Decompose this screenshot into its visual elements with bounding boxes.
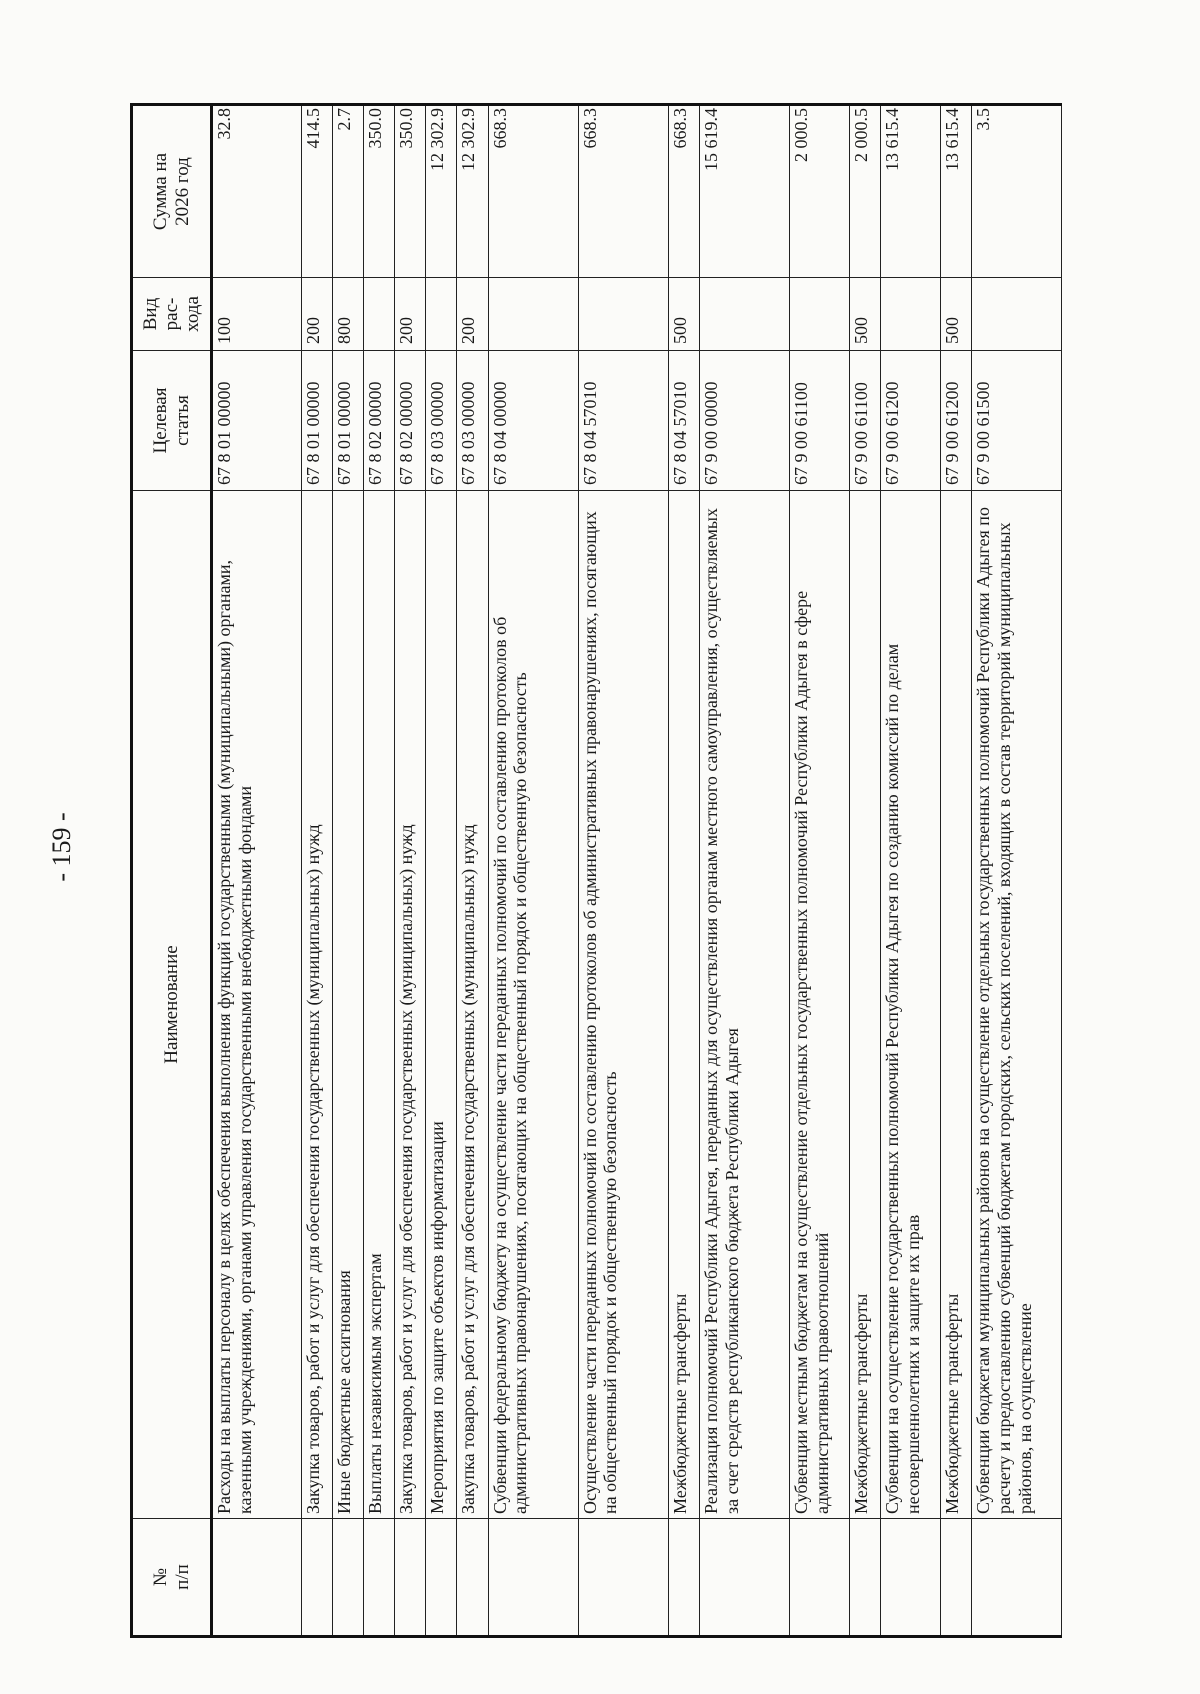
table-row: [426, 105, 457, 1637]
row-kind: [426, 278, 457, 351]
table-row: [971, 105, 1061, 1637]
table-row: [880, 105, 940, 1637]
table-row: [940, 105, 971, 1637]
row-name: Субвенции местным бюджетам на осуществление отдельных государственных полномочий Республики Адыгея в сфере административных правоотношений: [789, 491, 849, 1519]
row-code: 67 8 04 57010: [578, 351, 668, 491]
row-code: 67 8 04 00000: [488, 351, 578, 491]
row-sum: 12 302.9: [426, 105, 457, 278]
row-kind: 200: [395, 278, 426, 351]
row-kind: [789, 278, 849, 351]
row-sum: 414.5: [302, 105, 333, 278]
row-code: 67 9 00 61200: [880, 351, 940, 491]
header-name: Наименование: [132, 491, 212, 1519]
row-code: 67 8 03 00000: [426, 351, 457, 491]
row-kind: 200: [457, 278, 488, 351]
row-sum: 15 619.4: [699, 105, 789, 278]
row-code: 67 8 03 00000: [457, 351, 488, 491]
header-num: № п/п: [132, 1519, 212, 1637]
row-name: Межбюджетные трансферты: [940, 491, 971, 1519]
header-sum: Сумма на 2026 год: [132, 105, 212, 278]
row-kind: 500: [849, 278, 880, 351]
row-name: Закупка товаров, работ и услуг для обеспечения государственных (муниципальных) нужд: [395, 491, 426, 1519]
row-sum: 668.3: [668, 105, 699, 278]
row-kind: 100: [212, 278, 302, 351]
row-sum: 13 615.4: [940, 105, 971, 278]
table-row: [849, 105, 880, 1637]
row-code: 67 9 00 00000: [699, 351, 789, 491]
row-name: Расходы на выплаты персоналу в целях обеспечения выполнения функций государственными (муниципальными) органами, казенными учреждениями, органами управления государственными внебюджетными фондами: [212, 491, 302, 1519]
table-row: [699, 105, 789, 1637]
row-num: [212, 1519, 302, 1637]
header-code: Целевая статья: [132, 351, 212, 491]
row-name: Выплаты независимым экспертам: [364, 491, 395, 1519]
row-code: 67 8 02 00000: [364, 351, 395, 491]
row-num: [699, 1519, 789, 1637]
row-num: [849, 1519, 880, 1637]
table-row: [578, 105, 668, 1637]
row-name: Реализация полномочий Республики Адыгея, переданных для осуществления органам местного самоуправления, осуществляемых за счет средств республиканского бюджета Республики Адыгея: [699, 491, 789, 1519]
row-code: 67 9 00 61500: [971, 351, 1061, 491]
row-sum: 32.8: [212, 105, 302, 278]
row-sum: 2.7: [333, 105, 364, 278]
row-sum: 668.3: [488, 105, 578, 278]
row-name: Межбюджетные трансферты: [849, 491, 880, 1519]
budget-table: [130, 103, 1062, 1638]
row-num: [789, 1519, 849, 1637]
row-sum: 350.0: [395, 105, 426, 278]
row-code: 67 8 01 00000: [333, 351, 364, 491]
table-row: [457, 105, 488, 1637]
row-name: Закупка товаров, работ и услуг для обеспечения государственных (муниципальных) нужд: [302, 491, 333, 1519]
row-code: 67 9 00 61100: [789, 351, 849, 491]
table-body: [212, 105, 1062, 1637]
row-sum: 2 000.5: [789, 105, 849, 278]
row-num: [880, 1519, 940, 1637]
row-sum: 2 000.5: [849, 105, 880, 278]
table-row: [789, 105, 849, 1637]
row-name: Межбюджетные трансферты: [668, 491, 699, 1519]
table-row: [668, 105, 699, 1637]
row-sum: 350.0: [364, 105, 395, 278]
row-name: Субвенции бюджетам муниципальных районов на осуществление отдельных государственных полномочий Республики Адыгея по расчету и предоставлению субвенций бюджетам городских, сельских поселений, входящих в состав территорий муниципальных районов, на осуществление: [971, 491, 1061, 1519]
row-sum: 3.5: [971, 105, 1061, 278]
row-kind: [880, 278, 940, 351]
row-kind: [971, 278, 1061, 351]
row-name: Субвенции федеральному бюджету на осуществление части переданных полномочий по составлению протоколов об административных правонарушениях, посягающих на общественный порядок и общественную безопасность: [488, 491, 578, 1519]
rotated-page-content: [130, 106, 1062, 1638]
row-code: 67 8 01 00000: [302, 351, 333, 491]
row-num: [364, 1519, 395, 1637]
row-num: [940, 1519, 971, 1637]
table-row: [488, 105, 578, 1637]
table-row: [302, 105, 333, 1637]
row-code: 67 9 00 61200: [940, 351, 971, 491]
row-name: Закупка товаров, работ и услуг для обеспечения государственных (муниципальных) нужд: [457, 491, 488, 1519]
row-kind: 800: [333, 278, 364, 351]
table-row: [364, 105, 395, 1637]
row-num: [971, 1519, 1061, 1637]
table-row: [333, 105, 364, 1637]
table-header: [132, 105, 212, 1637]
table-row: [395, 105, 426, 1637]
row-kind: [578, 278, 668, 351]
row-num: [578, 1519, 668, 1637]
row-name: Иные бюджетные ассигнования: [333, 491, 364, 1519]
row-num: [333, 1519, 364, 1637]
row-code: 67 9 00 61100: [849, 351, 880, 491]
row-num: [426, 1519, 457, 1637]
row-sum: 12 302.9: [457, 105, 488, 278]
row-code: 67 8 04 57010: [668, 351, 699, 491]
row-num: [488, 1519, 578, 1637]
row-sum: 13 615.4: [880, 105, 940, 278]
row-kind: [488, 278, 578, 351]
table-row: [212, 105, 302, 1637]
row-num: [395, 1519, 426, 1637]
row-num: [668, 1519, 699, 1637]
row-name: Субвенции на осуществление государственных полномочий Республики Адыгея по созданию комиссий по делам несовершеннолетних и защите их прав: [880, 491, 940, 1519]
row-num: [457, 1519, 488, 1637]
row-code: 67 8 01 00000: [212, 351, 302, 491]
row-kind: 500: [668, 278, 699, 351]
row-kind: [364, 278, 395, 351]
row-kind: [699, 278, 789, 351]
row-name: Осуществление части переданных полномочий по составлению протоколов об административных правонарушениях, посягающих на общественный порядок и общественную безопасность: [578, 491, 668, 1519]
row-num: [302, 1519, 333, 1637]
row-kind: 200: [302, 278, 333, 351]
page-number: - 159 -: [47, 812, 76, 882]
row-kind: 500: [940, 278, 971, 351]
row-name: Мероприятия по защите объектов информатизации: [426, 491, 457, 1519]
row-sum: 668.3: [578, 105, 668, 278]
row-code: 67 8 02 00000: [395, 351, 426, 491]
header-kind: Вид рас- хода: [132, 278, 212, 351]
